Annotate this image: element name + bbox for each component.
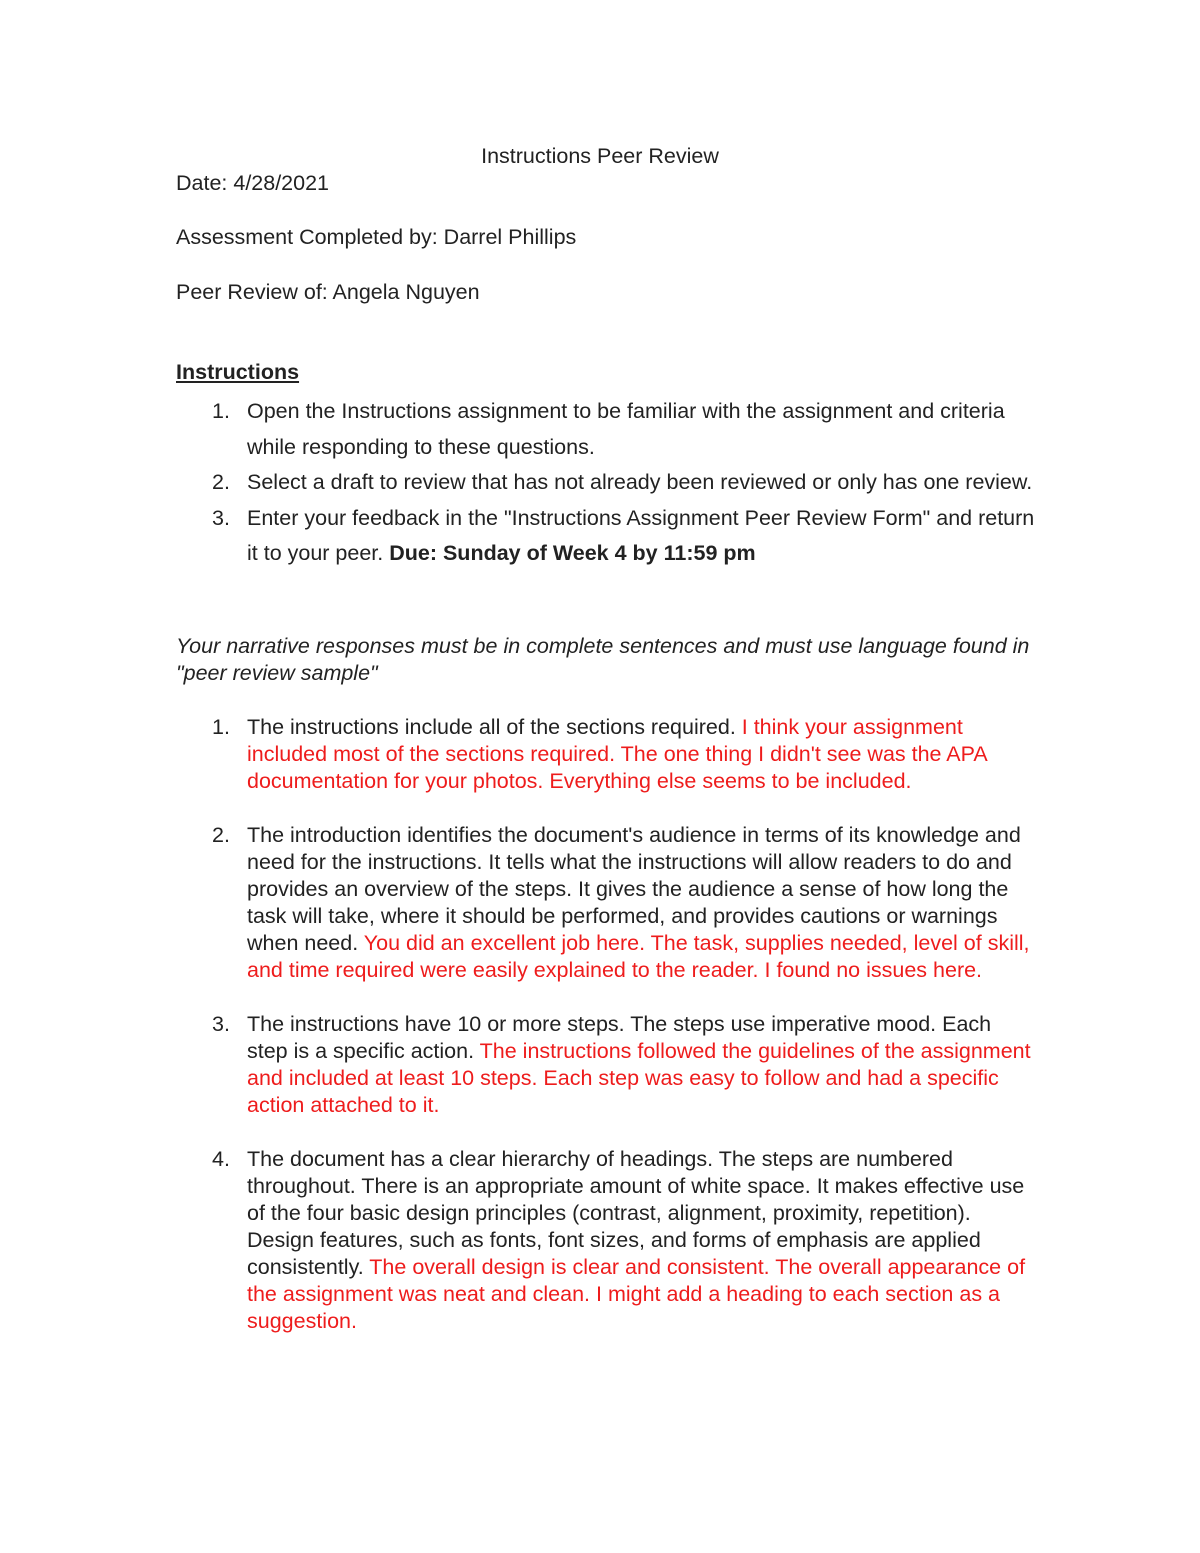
instruction-item (176, 501, 1036, 572)
instruction-item (176, 394, 1036, 465)
item-number: 3. (212, 505, 230, 530)
reviewer-response: I think your assignment included most of the sections required. The one thing I didn't see was the APA documentation for your photos. Everything else seems to be included. (247, 715, 987, 793)
criterion-text: The introduction identifies the document's audience in terms of its knowledge and need for the instructions. It tells what the instructions will allow readers to do and provides an overview of the steps. It gives the audience a sense of how long the task will take, where it should be performed, and provides cautions or warnings when need. (247, 823, 1021, 955)
reviewer-response: The overall design is clear and consistent. The overall appearance of the assignment was neat and clean. I might add a heading to each section as a suggestion. (247, 1255, 1026, 1333)
completed-by-line: Assessment Completed by: Darrel Phillips (176, 225, 577, 249)
item-number: 1. (212, 399, 230, 423)
instruction-item (176, 465, 1036, 501)
review-question (176, 822, 1036, 984)
instructions-list (176, 394, 1036, 572)
criterion-text: The instructions include all of the sections required. (247, 715, 742, 739)
item-number: 2. (212, 470, 230, 494)
instruction-text: Open the Instructions assignment to be familiar with the assignment and criteria while responding to these questions. (247, 399, 1005, 459)
due-date-text: Due: Sunday of Week 4 by 11:59 pm (389, 541, 756, 565)
review-question (176, 1011, 1036, 1119)
document-title: Instructions Peer Review (481, 144, 719, 168)
instructions-heading: Instructions (176, 360, 300, 384)
reviewer-response: You did an excellent job here. The task, supplies needed, level of skill, and time required were easily explained to the reader. I found no issues here. (247, 931, 1030, 982)
item-number: 4. (212, 1147, 230, 1171)
criterion-text: The document has a clear hierarchy of headings. The steps are numbered throughout. There is an appropriate amount of white space. It makes effective use of the four basic design principles (contrast, alignment, proximity, repetition). Design features, such as fonts, font sizes, and forms of emphasis are applied consistently. (247, 1147, 1025, 1279)
review-of-line: Peer Review of: Angela Nguyen (176, 280, 480, 304)
review-question (176, 1146, 1036, 1335)
instruction-text: Enter your feedback in the "Instructions Assignment Peer Review Form" and return it to your peer. (247, 505, 1035, 565)
item-number: 3. (212, 1012, 230, 1036)
review-questions-list (176, 714, 1036, 1362)
review-question (176, 714, 1036, 795)
reviewer-response: The instructions followed the guidelines of the assignment and included at least 10 steps. Each step was easy to follow and had a specific action attached to it. (247, 1039, 1031, 1117)
criterion-text: The instructions have 10 or more steps. The steps use imperative mood. Each step is a specific action. (247, 1012, 992, 1063)
item-number: 2. (212, 823, 230, 847)
instruction-text: Select a draft to review that has not already been reviewed or only has one review. (247, 470, 1033, 494)
date-line: Date: 4/28/2021 (176, 171, 330, 195)
item-number: 1. (212, 715, 230, 739)
narrative-note: Your narrative responses must be in complete sentences and must use language found in "peer review sample" (176, 634, 1030, 685)
